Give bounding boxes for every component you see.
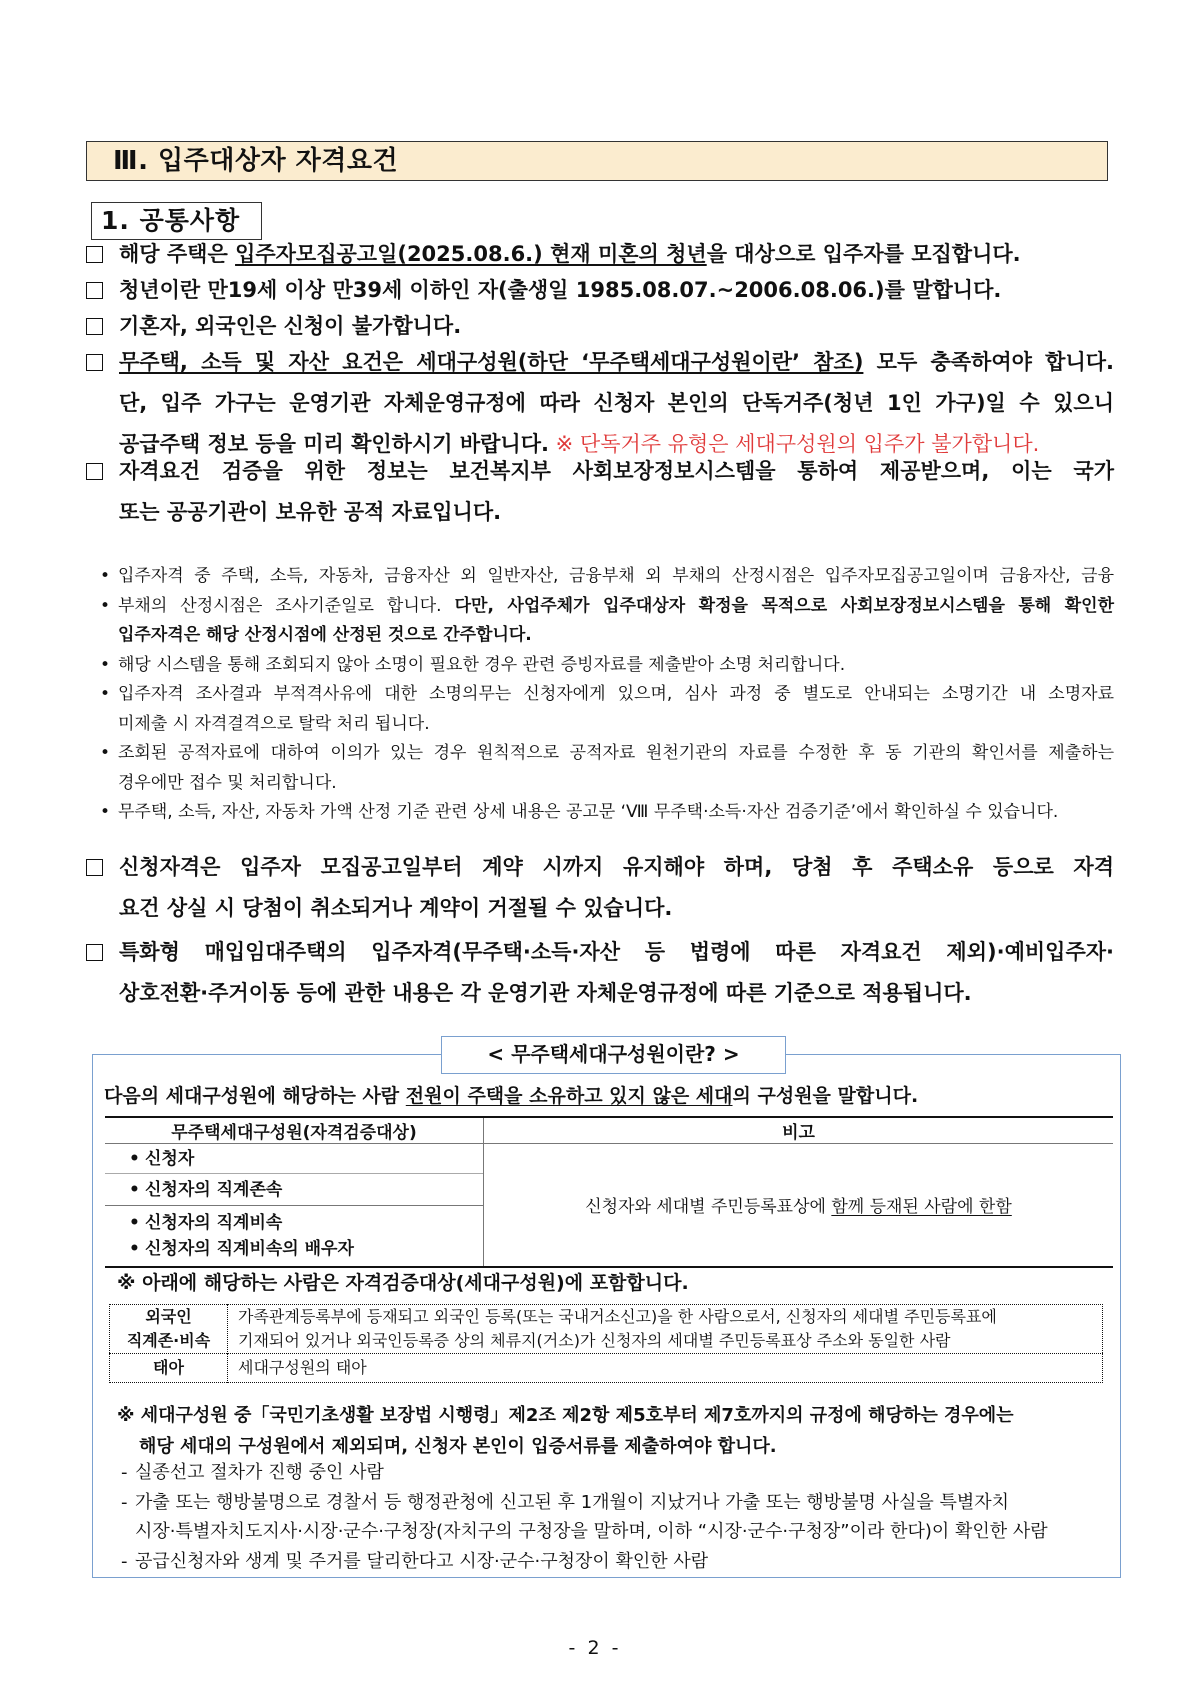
list-item-continuation: 경우에만 접수 및 처리합니다. <box>118 772 337 793</box>
inclusion-note: ※ 아래에 해당하는 사람은 자격검증대상(세대구성원)에 포함합니다. <box>117 1272 689 1294</box>
table-cell-key: 외국인 직계존·비속 <box>110 1305 228 1354</box>
list-item: • 신청자의 직계비속의 배우자 <box>105 1236 483 1262</box>
list-item: • 신청자의 직계존속 <box>105 1177 483 1203</box>
list-item: • 입주자격 조사결과 부적격사유에 대한 소명의무는 신청자에게 있으며, 심사 과정 중 별도로 안내되는 소명기간 내 소명자료 <box>98 680 1114 710</box>
checkbox-square-icon <box>86 859 103 876</box>
list-item: • 조회된 공적자료에 대하여 이의가 있는 경우 원칙적으로 공적자료 원천기관의 자료를 수정한 후 동 기관의 확인서를 제출하는 <box>98 739 1114 769</box>
list-item: - 가출 또는 행방불명으로 경찰서 등 행정관청에 신고된 후 1개월이 지났거나 가출 또는 행방불명 사실을 특별자치 <box>117 1488 1107 1518</box>
table-cell <box>105 1206 484 1267</box>
list-item-continuation: 미제출 시 자격결격으로 탈락 처리 됩니다. <box>118 713 430 734</box>
checkbox-square-icon <box>86 282 103 299</box>
requirement-item: 기혼자, 외국인은 신청이 불가합니다. <box>86 306 1114 347</box>
subsection-title: 1. 공통사항 <box>91 202 262 240</box>
table-cell <box>105 1144 484 1174</box>
checkbox-square-icon <box>86 318 103 335</box>
household-member-table <box>105 1116 1113 1268</box>
definition-box-title: < 무주택세대구성원이란? > <box>441 1036 786 1074</box>
checkbox-square-icon <box>86 354 103 371</box>
table-header: 비고 <box>484 1117 1114 1144</box>
requirement-item: 특화형 매입임대주택의 입주자격(무주택·소득·자산 등 법령에 따른 자격요건 제외)·예비입주자· 상호전환·주거이동 등에 관한 내용은 각 운영기관 자체운영규정에 따른 기준으로 적용됩니다. <box>86 932 1114 1014</box>
table-cell-value: 세대구성원의 태아 <box>228 1354 1103 1383</box>
warning-note: ※ 단독거주 유형은 세대구성원의 입주가 불가합니다. <box>548 432 1040 456</box>
list-item: • 신청자의 직계비속 <box>105 1210 483 1236</box>
table-cell <box>105 1174 484 1206</box>
list-item: - 실종선고 절차가 진행 중인 사람 <box>117 1458 1107 1488</box>
list-item-continuation: 입주자격은 해당 산정시점에 산정된 것으로 간주합니다. <box>118 625 532 645</box>
additional-member-table <box>109 1304 1103 1383</box>
requirement-item: 신청자격은 입주자 모집공고일부터 계약 시까지 유지해야 하며, 당첨 후 주택소유 등으로 자격 요건 상실 시 당첨이 취소되거나 계약이 거절될 수 있습니다. <box>86 847 1114 929</box>
checkbox-square-icon <box>86 463 103 480</box>
exclusion-list <box>117 1458 1107 1576</box>
requirement-item: 해당 주택은 입주자모집공고일(2025.08.6.) 현재 미혼의 청년을 대상으로 입주자를 모집합니다. <box>86 234 1114 275</box>
remark-cell: 신청자와 세대별 주민등록표상에 함께 등재된 사람에 한함 <box>484 1144 1114 1267</box>
checkbox-square-icon <box>86 246 103 263</box>
list-item: • 신청자 <box>105 1146 483 1172</box>
list-item-continuation: • 부채의 산정시점은 조사기준일로 합니다. 다만, 사업주체가 입주대상자 확정을 목적으로 사회보장정보시스템을 통해 확인한 <box>98 592 1114 622</box>
table-cell-key: 태아 <box>110 1354 228 1383</box>
definition-intro: 다음의 세대구성원에 해당하는 사람 전원이 주택을 소유하고 있지 않은 세대의 구성원을 말합니다. <box>104 1085 919 1107</box>
table-header: 무주택세대구성원(자격검증대상) <box>105 1117 484 1144</box>
checkbox-square-icon <box>86 944 103 961</box>
list-item-continuation: 시장·특별자치도지사·시장·군수·구청장(자치구의 구청장을 말하며, 이하 “시장·군수·구청장”이라 한다)이 확인한 사람 <box>135 1521 1048 1542</box>
exclusion-note: ※ 세대구성원 중「국민기초생활 보장법 시행령」제2조 제2항 제5호부터 제7호까지의 규정에 해당하는 경우에는 해당 세대의 구성원에서 제외되며, 신청자 본인이 입증서류를 제출하여야 합니다. <box>117 1405 1014 1457</box>
table-cell-value: 가족관계등록부에 등재되고 외국인 등록(또는 국내거소신고)을 한 사람으로서, 신청자의 세대별 주민등록표에 기재되어 있거나 외국인등록증 상의 체류지(거소)가 신청자의 세대별 주민등록표상 주소와 동일한 사람 <box>238 1307 997 1350</box>
list-item: • 입주자격 중 주택, 소득, 자동차, 금융자산 외 일반자산, 금융부채 외 부채의 산정시점은 입주자모집공고일이며 금융자산, 금융 <box>98 562 1114 592</box>
requirement-item: 자격요건 검증을 위한 정보는 보건복지부 사회보장정보시스템을 통하여 제공받으며, 이는 국가 또는 공공기관이 보유한 공적 자료입니다. <box>86 451 1114 533</box>
requirement-item: 청년이란 만19세 이상 만39세 이하인 자(출생일 1985.08.07.~2006.08.06.)를 말합니다. <box>86 270 1114 311</box>
bullet-list <box>98 562 1114 828</box>
list-item: - 공급신청자와 생계 및 주거를 달리한다고 시장·군수·구청장이 확인한 사람 <box>117 1547 1107 1577</box>
list-item: • 해당 시스템을 통해 조회되지 않아 소명이 필요한 경우 관련 증빙자료를 제출받아 소명 처리합니다. <box>98 651 1114 681</box>
list-item: • 무주택, 소득, 자산, 자동차 가액 산정 기준 관련 상세 내용은 공고문 ‘Ⅷ 무주택·소득·자산 검증기준’에서 확인하실 수 있습니다. <box>98 798 1114 828</box>
page-number: - 2 - <box>568 1637 622 1659</box>
section-title: Ⅲ. 입주대상자 자격요건 <box>86 141 1108 181</box>
requirement-item: 무주택, 소득 및 자산 요건은 세대구성원(하단 ‘무주택세대구성원이란’ 참조) 모두 충족하여야 합니다. 단, 입주 가구는 운영기관 자체운영규정에 따라 신청자 본인의 단독거주(청년 1인 가구)일 수 있으니 공급주택 정보 등을 미리 확인하시기 바랍니다. ※ 단독거주 유형은 세대구성원의 입주가 불가합니다. <box>86 342 1114 465</box>
